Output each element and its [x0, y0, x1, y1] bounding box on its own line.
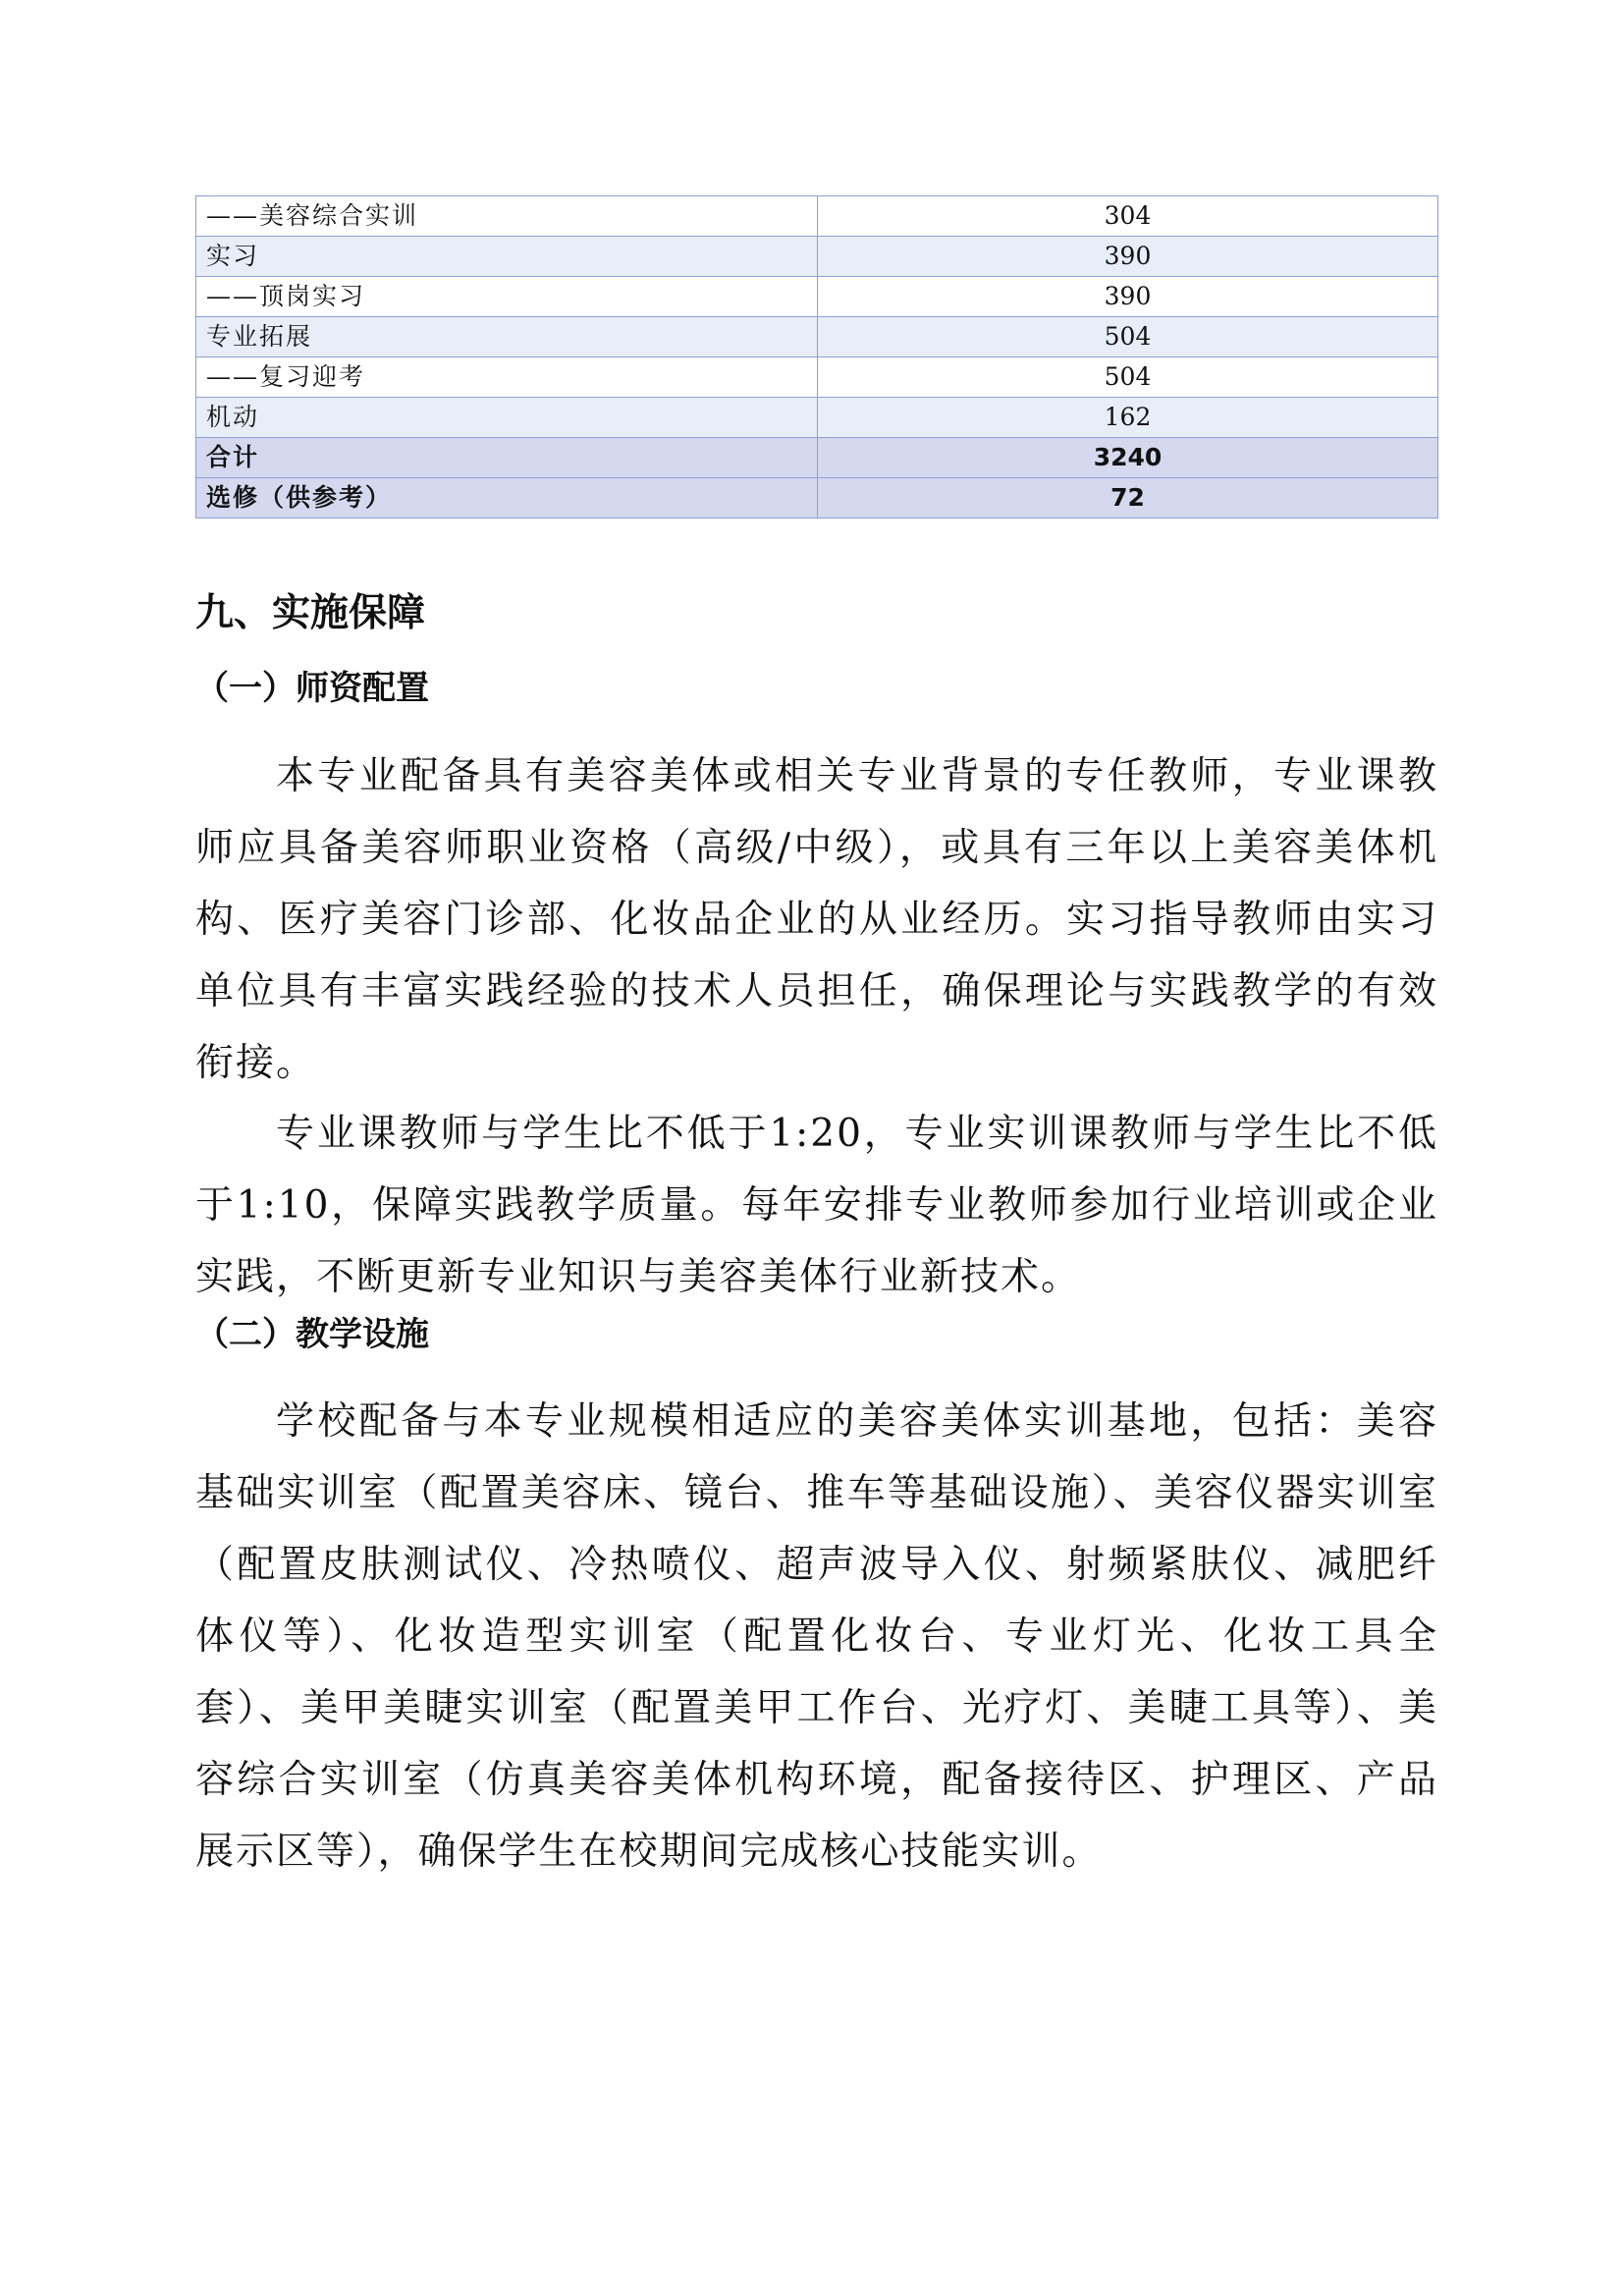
- subsection-title-facilities: （二）教学设施: [195, 1315, 429, 1354]
- table-row: [196, 196, 1438, 237]
- hours-cell: 390: [818, 237, 1438, 277]
- table-row: [196, 357, 1438, 398]
- hours-cell: 72: [818, 478, 1438, 519]
- course-name-cell: 机动: [196, 398, 818, 438]
- course-name-cell: ——复习迎考: [196, 357, 818, 398]
- hours-cell: 504: [818, 357, 1438, 398]
- table-total-row: [196, 438, 1438, 478]
- course-hours-table: [195, 195, 1438, 519]
- hours-cell: 3240: [818, 438, 1438, 478]
- table-row: [196, 398, 1438, 438]
- table-row: [196, 317, 1438, 357]
- hours-cell: 162: [818, 398, 1438, 438]
- table-elective-row: [196, 478, 1438, 519]
- paragraph-faculty-background: 本专业配备具有美容美体或相关专业背景的专任教师，专业课教师应具备美容师职业资格（高级/中级），或具有三年以上美容美体机构、医疗美容门诊部、化妆品企业的从业经历。实习指导教师由实习单位具有丰富实践经验的技术人员担任，确保理论与实践教学的有效衔接。: [195, 754, 1438, 1085]
- hours-cell: 390: [818, 277, 1438, 317]
- hours-cell: 504: [818, 317, 1438, 357]
- subsection-title-faculty: （一）师资配置: [195, 669, 429, 708]
- paragraph-teacher-ratio: 专业课教师与学生比不低于1:20，专业实训课教师与学生比不低于1:10，保障实践教学质量。每年安排专业教师参加行业培训或企业实践，不断更新专业知识与美容美体行业新技术。: [195, 1112, 1438, 1299]
- course-name-cell: 合计: [196, 438, 818, 478]
- section-title: 九、实施保障: [195, 591, 426, 635]
- course-name-cell: ——顶岗实习: [196, 277, 818, 317]
- paragraph-training-facilities: 学校配备与本专业规模相适应的美容美体实训基地，包括：美容基础实训室（配置美容床、镜台、推车等基础设施）、美容仪器实训室（配置皮肤测试仪、冷热喷仪、超声波导入仪、射频紧肤仪、减肥纤体仪等）、化妆造型实训室（配置化妆台、专业灯光、化妆工具全套）、美甲美睫实训室（配置美甲工作台、光疗灯、美睫工具等）、美容综合实训室（仿真美容美体机构环境，配备接待区、护理区、产品展示区等），确保学生在校期间完成核心技能实训。: [195, 1399, 1438, 1874]
- hours-cell: 304: [818, 196, 1438, 237]
- course-name-cell: 实习: [196, 237, 818, 277]
- course-name-cell: 选修（供参考）: [196, 478, 818, 519]
- course-name-cell: 专业拓展: [196, 317, 818, 357]
- table-row: [196, 237, 1438, 277]
- table-row: [196, 277, 1438, 317]
- course-name-cell: ——美容综合实训: [196, 196, 818, 237]
